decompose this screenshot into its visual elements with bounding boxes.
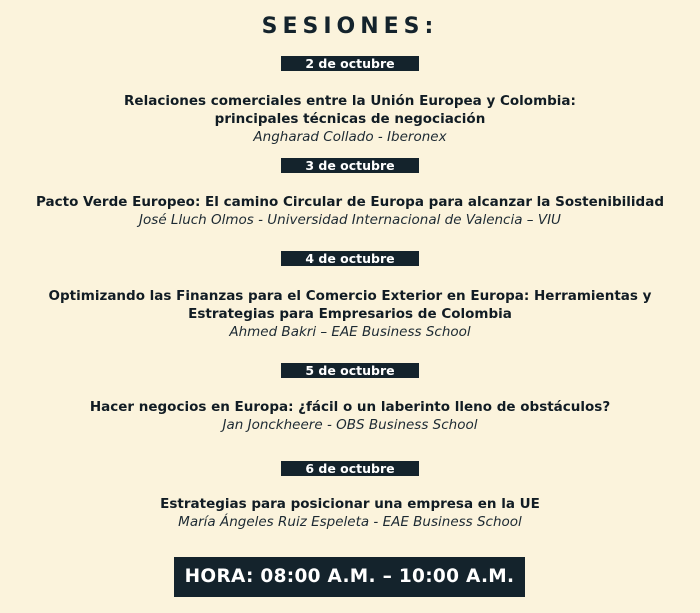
session-5 bbox=[0, 495, 700, 531]
session-4-title-line-1: Hacer negocios en Europa: ¿fácil o un laberinto lleno de obstáculos? bbox=[89, 399, 611, 415]
session-3-speaker: Ahmed Bakri – EAE Business School bbox=[229, 324, 471, 340]
date-badge-5: 6 de octubre bbox=[281, 461, 419, 476]
date-badge-1: 2 de octubre bbox=[281, 56, 419, 71]
date-badge-3: 4 de octubre bbox=[281, 251, 419, 266]
session-4-speaker: Jan Jonckheere - OBS Business School bbox=[222, 417, 478, 433]
page-title: SESIONES: bbox=[261, 14, 439, 39]
date-badge-2: 3 de octubre bbox=[281, 158, 419, 173]
session-2 bbox=[0, 193, 700, 229]
session-1-speaker: Angharad Collado - Iberonex bbox=[253, 129, 447, 145]
session-2-title-line-1: Pacto Verde Europeo: El camino Circular de Europa para alcanzar la Sostenibilidad bbox=[35, 194, 664, 210]
session-5-title-line-1: Estrategias para posicionar una empresa en la UE bbox=[160, 496, 540, 512]
session-1-title-line-2: principales técnicas de negociación bbox=[214, 111, 486, 127]
session-3-title-line-2: Estrategias para Empresarios de Colombia bbox=[188, 306, 512, 322]
session-1-title-line-1: Relaciones comerciales entre la Unión Europea y Colombia: bbox=[124, 93, 576, 109]
schedule-time-banner: HORA: 08:00 A.M. – 10:00 A.M. bbox=[174, 557, 525, 597]
session-4 bbox=[0, 398, 700, 434]
session-3 bbox=[0, 287, 700, 341]
session-2-speaker: José Lluch Olmos - Universidad Internacional de Valencia – VIU bbox=[139, 212, 561, 228]
session-3-title-line-1: Optimizando las Finanzas para el Comercio Exterior en Europa: Herramientas y bbox=[48, 288, 652, 304]
session-1 bbox=[0, 92, 700, 146]
date-badge-4: 5 de octubre bbox=[281, 363, 419, 378]
session-5-speaker: María Ángeles Ruiz Espeleta - EAE Business School bbox=[178, 514, 522, 530]
